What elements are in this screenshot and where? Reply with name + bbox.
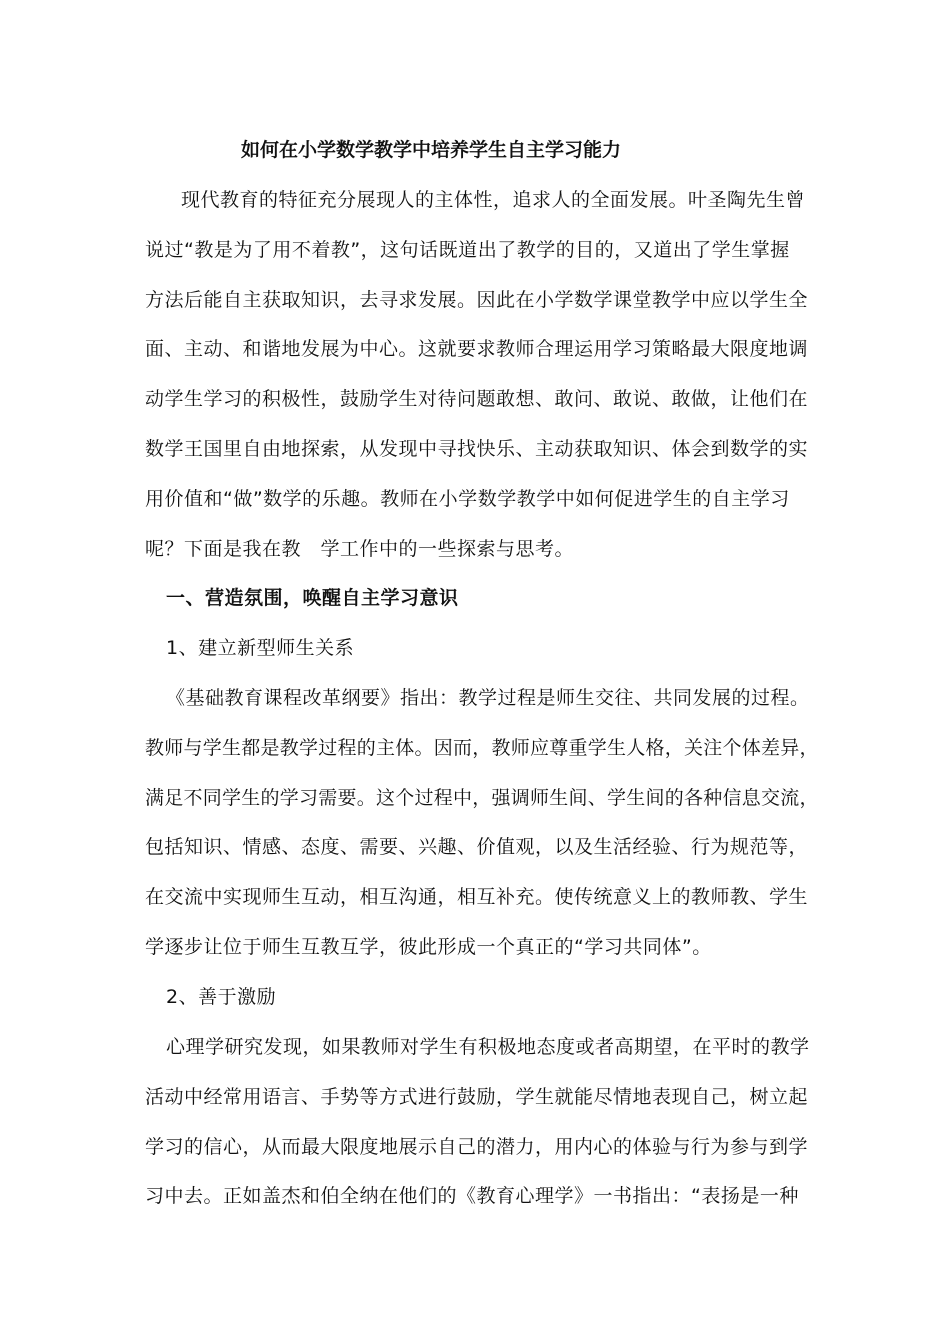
paragraph-line: 方法后能自主获取知识，去寻求发展。因此在小学数学课堂教学中应以学生全 <box>145 289 809 311</box>
paragraph-line: 学习的信心，从而最大限度地展示自己的潜力，用内心的体验与行为参与到学 <box>145 1136 809 1158</box>
paragraph-line: 学逐步让位于师生互教互学，彼此形成一个真正的“学习共同体”。 <box>145 936 712 958</box>
paragraph-line: 习中去。正如盖杰和伯全纳在他们的《教育心理学》一书指出：“表扬是一种 <box>145 1185 799 1207</box>
paragraph-line: 数学王国里自由地探索，从发现中寻找快乐、主动获取知识、体会到数学的实 <box>145 438 809 460</box>
section-heading: 一、营造氛围，唤醒自主学习意识 <box>166 587 459 609</box>
paragraph-line: 面、主动、和谐地发展为中心。这就要求教师合理运用学习策略最大限度地调 <box>145 338 809 360</box>
paragraph-line: 教师与学生都是教学过程的主体。因而，教师应尊重学生人格，关注个体差异， <box>145 737 819 759</box>
paragraph-line: 活动中经常用语言、手势等方式进行鼓励，学生就能尽情地表现自己，树立起 <box>145 1086 809 1108</box>
paragraph-line: 用价值和“做”数学的乐趣。教师在小学数学教学中如何促进学生的自主学习 <box>145 488 790 510</box>
paragraph-line: 包括知识、情感、态度、需要、兴趣、价值观，以及生活经验、行为规范等， <box>145 836 809 858</box>
document-title: 如何在小学数学教学中培养学生自主学习能力 <box>240 139 621 161</box>
paragraph-line: 现代教育的特征充分展现人的主体性，追求人的全面发展。叶圣陶先生曾 <box>181 189 806 211</box>
paragraph-line: 《基础教育课程改革纲要》指出：教学过程是师生交往、共同发展的过程。 <box>166 687 810 709</box>
paragraph-line: 动学生学习的积极性，鼓励学生对待问题敢想、敢问、敢说、敢做，让他们在 <box>145 388 809 410</box>
subsection-heading: 2、善于激励 <box>166 986 277 1008</box>
paragraph-line: 心理学研究发现，如果教师对学生有积极地态度或者高期望，在平时的教学 <box>166 1036 810 1058</box>
paragraph-line: 在交流中实现师生互动，相互沟通，相互补充。使传统意义上的教师教、学生 <box>145 886 809 908</box>
paragraph-line: 满足不同学生的学习需要。这个过程中，强调师生间、学生间的各种信息交流， <box>145 787 819 809</box>
paragraph-line: 呢？下面是我在教 学工作中的一些探索与思考。 <box>145 538 575 560</box>
subsection-heading: 1、建立新型师生关系 <box>166 637 355 659</box>
paragraph-line: 说过“教是为了用不着教”，这句话既道出了教学的目的，又道出了学生掌握 <box>145 239 790 261</box>
